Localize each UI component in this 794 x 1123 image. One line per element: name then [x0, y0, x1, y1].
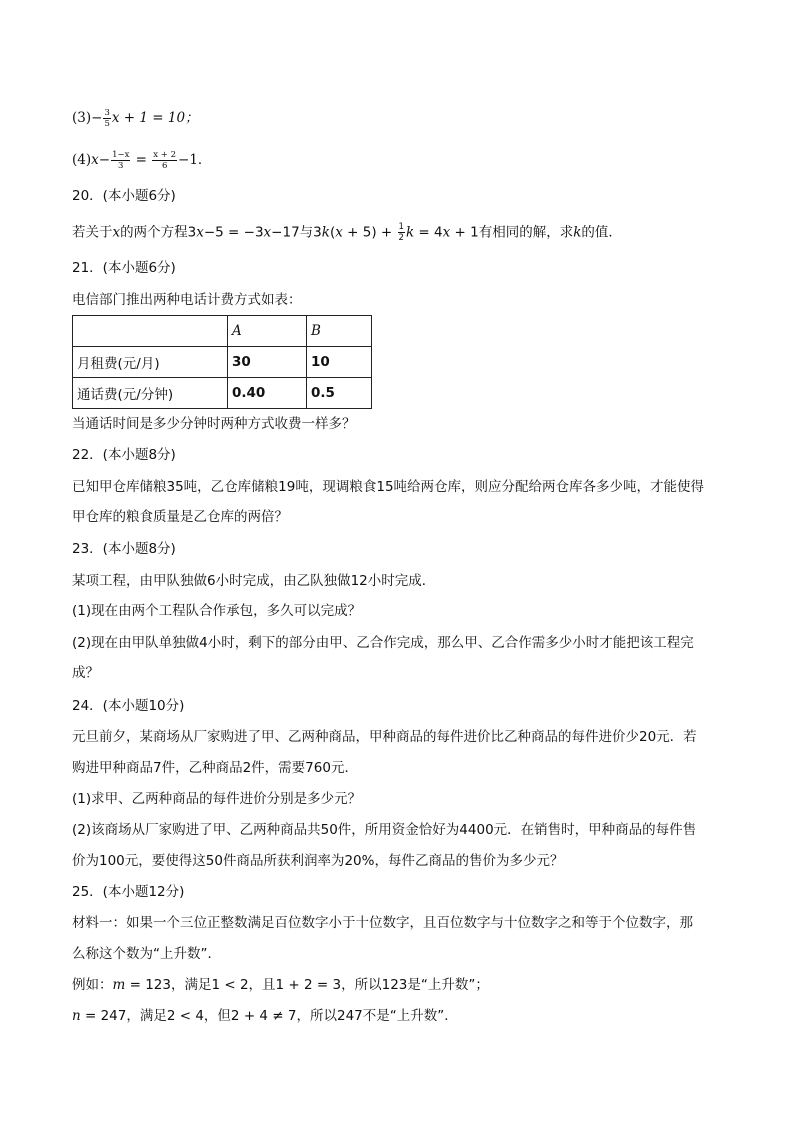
question-23-line3: (2)现在由甲队单独做4小时，剩下的部分由甲、乙合作完成，那么甲、乙合作需多少小时才能把该工程完 — [72, 635, 694, 651]
question-25-line1: 材料一：如果一个三位正整数满足百位数字小于十位数字，且百位数字与十位数字之和等于个位数字，那 — [72, 915, 693, 931]
fraction: $\frac{3}{5}$ — [104, 108, 110, 129]
question-24-line1: 元旦前夕，某商场从厂家购进了甲、乙两种商品，甲种商品的每件进价比乙种商品的每件进价少20元．若 — [72, 729, 697, 745]
table-header-row: A B — [73, 316, 372, 347]
question-22-line1: 已知甲仓库储粮35吨，乙仓库储粮19吨，现调粮食15吨给两仓库，则应分配给两仓库各多少吨，才能使得 — [72, 479, 705, 495]
question-25-line4: n = 247，满足2 < 4，但2 + 4 ≠ 7，所以247不是“上升数”． — [72, 1008, 458, 1024]
equation-4: (4)x− $\frac{1-x}{3}$ = $\frac{x + 2}{6}$ −1． — [72, 150, 212, 171]
equation-label: (4) — [72, 152, 92, 168]
table-row: 通话费(元/分钟) 0.40 0.5 — [73, 378, 372, 409]
question-21-text: 当通话时间是多少分钟时两种方式收费一样多？ — [72, 416, 356, 432]
question-25-header: 25．(本小题12分) — [72, 884, 185, 900]
question-25-line3: 例如：m = 123，满足1 < 2，且1 + 2 = 3，所以123是“上升数”； — [72, 977, 489, 993]
question-24-header: 24．(本小题10分) — [72, 698, 185, 714]
fraction: $\frac{1-x}{3}$ — [112, 150, 130, 171]
question-25-line2: 么称这个数为“上升数”． — [72, 946, 221, 962]
question-20-text: 若关于x的两个方程3x−5 = −3x−17与3k(x + 5) + $\frac{1}{2}$ k = 4x + 1有相同的解，求k的值． — [72, 222, 622, 243]
question-23-line1: 某项工程，由甲队独做6小时完成，由乙队独做12小时完成． — [72, 573, 436, 589]
question-21-intro: 电信部门推出两种电话计费方式如表： — [72, 292, 302, 308]
question-24-line4: (2)该商场从厂家购进了甲、乙两种商品共50件，所用资金恰好为4400元．在销售时，甲种商品的每件售 — [72, 822, 697, 838]
question-23-line4: 成？ — [72, 665, 99, 681]
question-24-line2: 购进甲种商品7件，乙种商品2件，需要760元． — [72, 760, 358, 776]
question-24-line3: (1)求甲、乙两种商品的每件进价分别是多少元？ — [72, 791, 362, 807]
question-23-line2: (1)现在由两个工程队合作承包，多久可以完成？ — [72, 603, 362, 619]
fee-table — [72, 315, 372, 409]
fraction: $\frac{x + 2}{6}$ — [153, 150, 177, 171]
fraction: $\frac{1}{2}$ — [398, 222, 404, 243]
question-22-header: 22．(本小题8分) — [72, 447, 176, 463]
question-24-line5: 价为100元，要使得这50件商品所获利润率为20%，每件乙商品的售价为多少元？ — [72, 853, 564, 869]
equation-3: (3)− $\frac{3}{5}$ x + 1 = 10； — [72, 108, 199, 129]
question-20-header: 20．(本小题6分) — [72, 188, 176, 204]
question-23-header: 23．(本小题8分) — [72, 541, 176, 557]
question-21-header: 21．(本小题6分) — [72, 260, 176, 276]
question-22-line2: 甲仓库的粮食质量是乙仓库的两倍？ — [72, 509, 288, 525]
table-row: 月租费(元/月) 30 10 — [73, 347, 372, 378]
equation-label: (3) — [72, 110, 92, 126]
